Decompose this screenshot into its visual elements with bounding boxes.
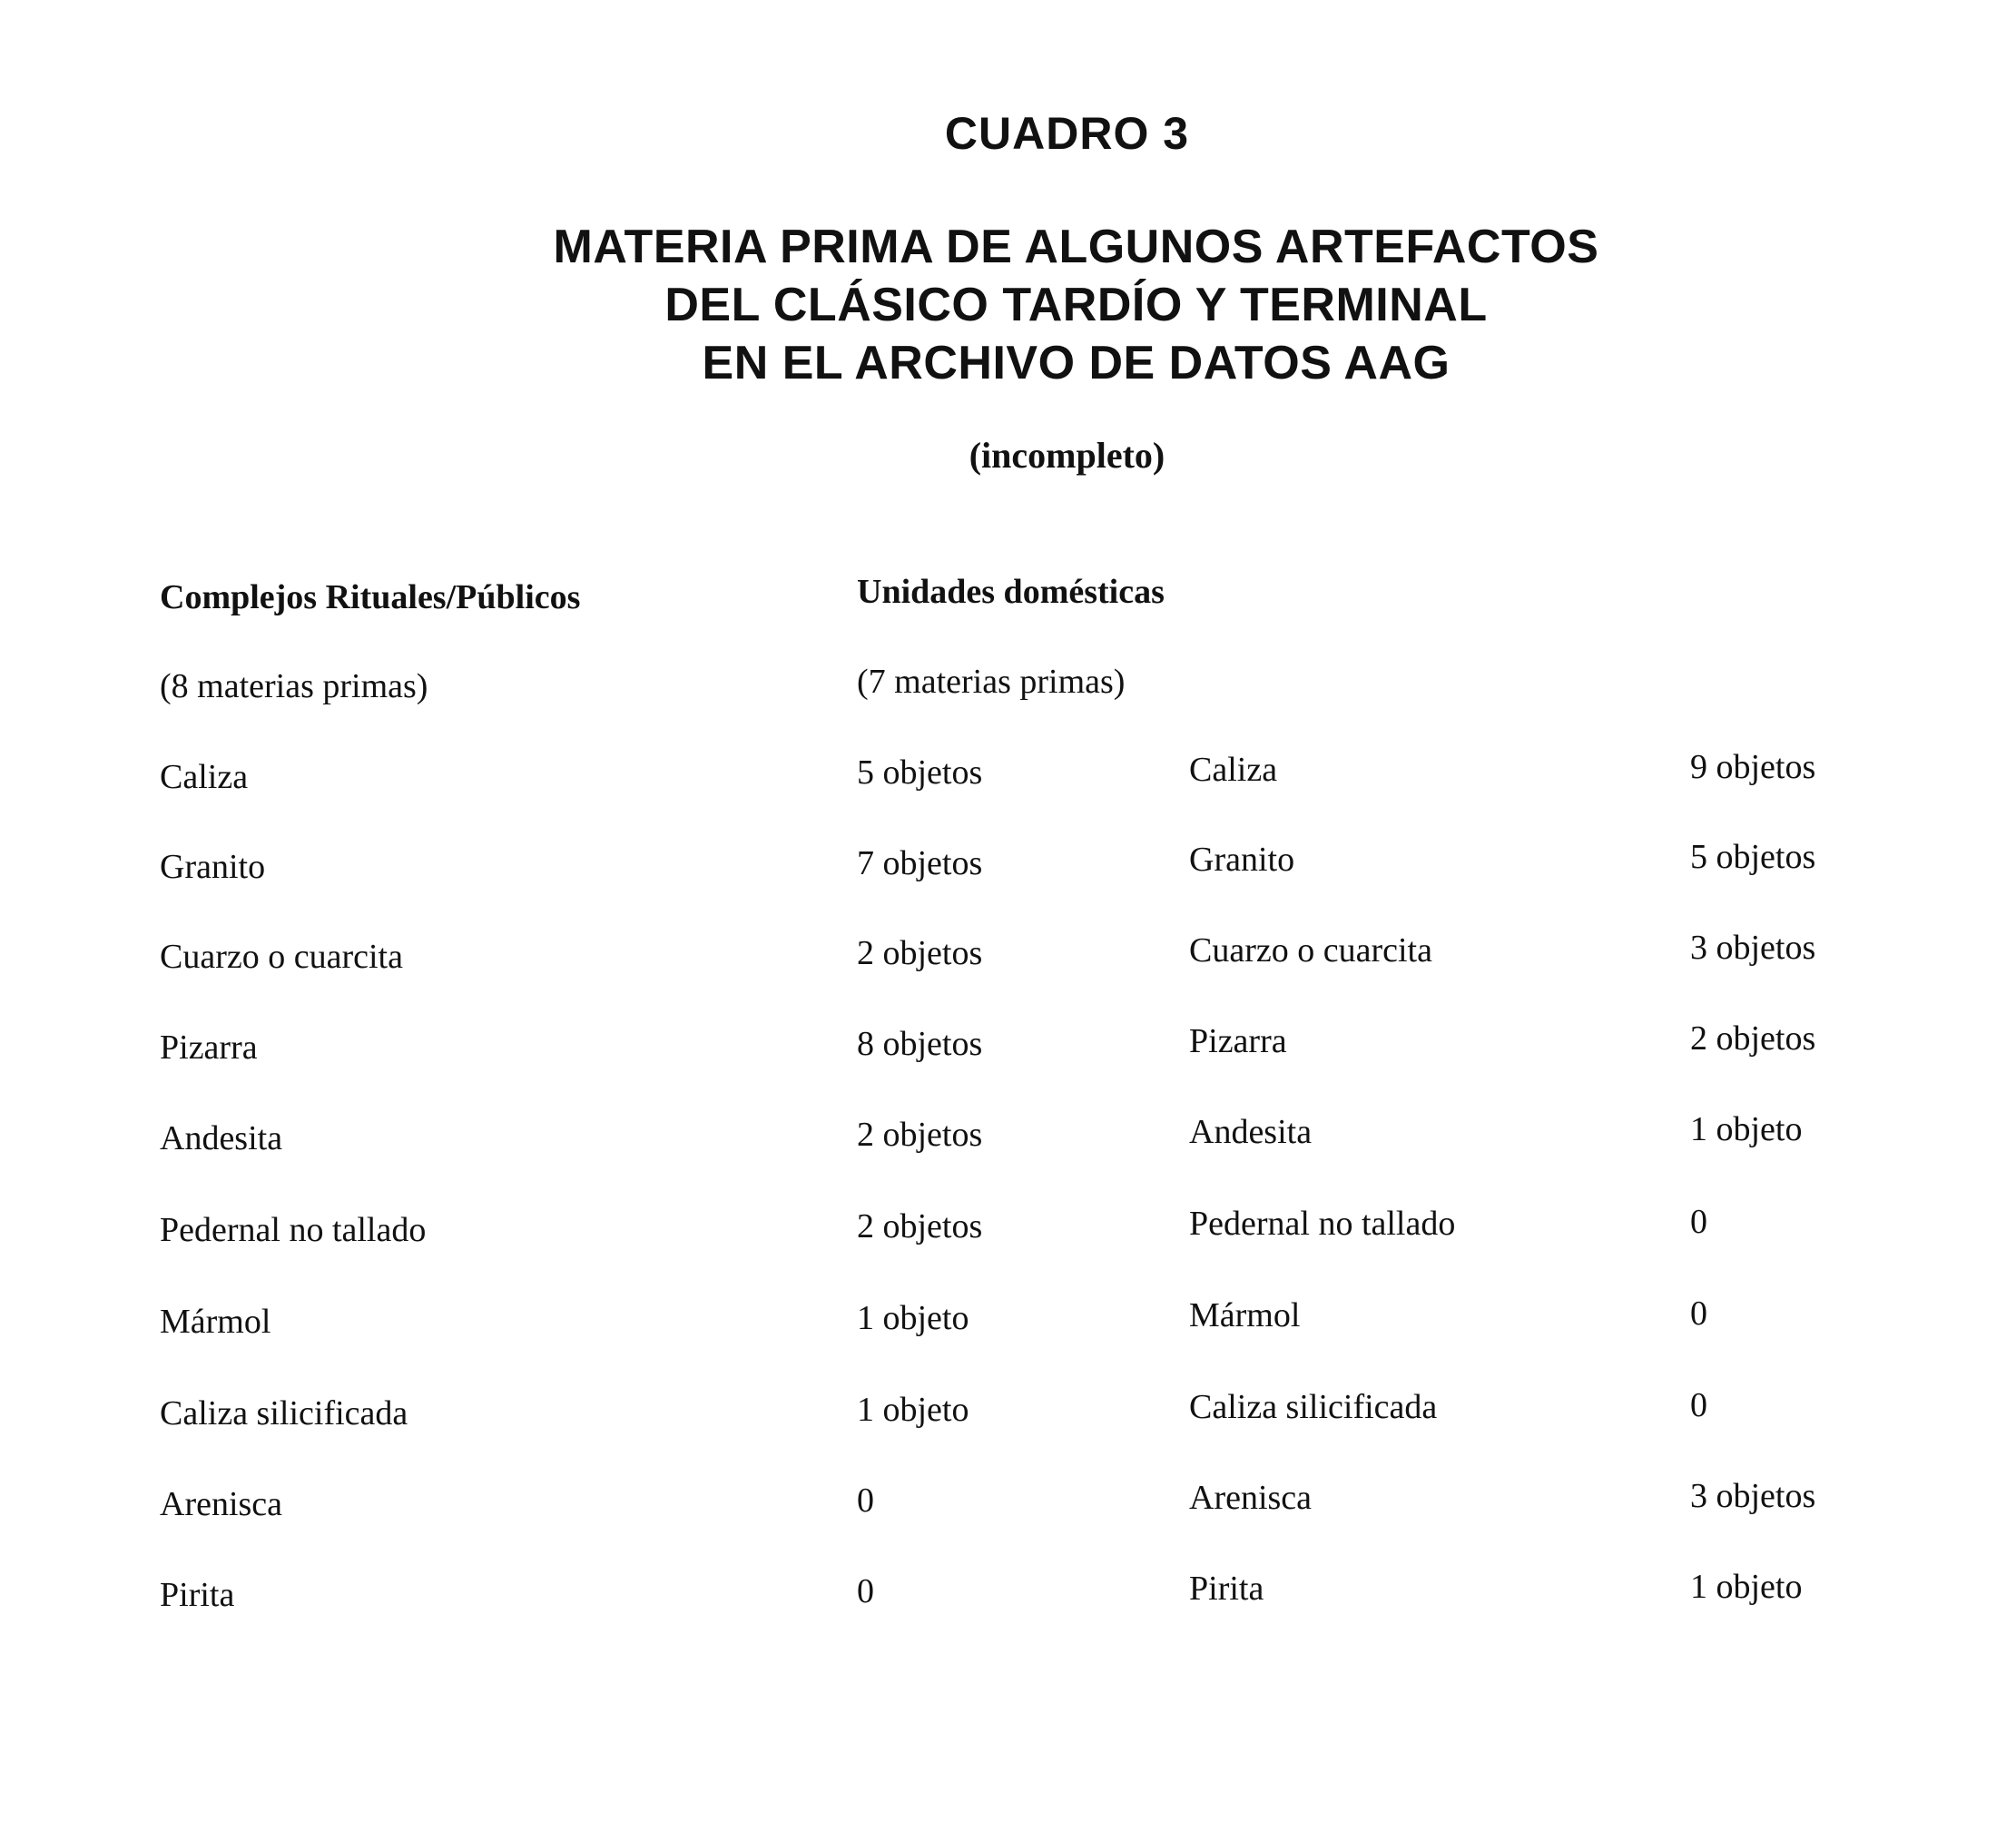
domestic-material: Mármol bbox=[1189, 1296, 1301, 1334]
domestic-material: Caliza silicificada bbox=[1189, 1388, 1438, 1426]
title-line: MATERIA PRIMA DE ALGUNOS ARTEFACTOS bbox=[553, 221, 1599, 273]
column-subheading-ritual: (8 materias primas) bbox=[160, 667, 428, 705]
ritual-material: Pedernal no tallado bbox=[160, 1211, 427, 1249]
domestic-count: 0 bbox=[1690, 1294, 1707, 1333]
domestic-count: 3 objetos bbox=[1690, 929, 1816, 967]
domestic-material: Pizarra bbox=[1189, 1022, 1287, 1060]
domestic-material: Cuarzo o cuarcita bbox=[1189, 931, 1432, 970]
ritual-count: 0 bbox=[857, 1572, 874, 1610]
table-number: CUADRO 3 bbox=[944, 108, 1190, 159]
ritual-material: Mármol bbox=[160, 1303, 271, 1341]
ritual-count: 2 objetos bbox=[857, 1207, 983, 1245]
domestic-count: 5 objetos bbox=[1690, 838, 1816, 876]
domestic-count: 1 objeto bbox=[1690, 1568, 1803, 1606]
domestic-material: Arenisca bbox=[1189, 1479, 1313, 1517]
title-line: DEL CLÁSICO TARDÍO Y TERMINAL bbox=[664, 279, 1488, 331]
column-subheading-domestic: (7 materias primas) bbox=[857, 663, 1126, 701]
ritual-count: 5 objetos bbox=[857, 753, 983, 792]
domestic-material: Pedernal no tallado bbox=[1189, 1205, 1456, 1243]
ritual-material: Pizarra bbox=[160, 1029, 258, 1067]
ritual-count: 7 objetos bbox=[857, 844, 983, 882]
domestic-material: Pirita bbox=[1189, 1570, 1264, 1608]
domestic-count: 0 bbox=[1690, 1203, 1707, 1241]
subtitle: (incompleto) bbox=[969, 435, 1165, 476]
domestic-material: Andesita bbox=[1189, 1113, 1313, 1151]
domestic-count: 1 objeto bbox=[1690, 1110, 1803, 1148]
ritual-count: 8 objetos bbox=[857, 1025, 983, 1063]
column-heading-ritual: Complejos Rituales/Públicos bbox=[160, 578, 581, 616]
ritual-count: 0 bbox=[857, 1482, 874, 1520]
title-line: EN EL ARCHIVO DE DATOS AAG bbox=[702, 337, 1451, 389]
ritual-material: Andesita bbox=[160, 1119, 283, 1157]
ritual-count: 2 objetos bbox=[857, 1116, 983, 1154]
ritual-count: 1 objeto bbox=[857, 1391, 969, 1429]
domestic-count: 2 objetos bbox=[1690, 1019, 1816, 1058]
domestic-count: 0 bbox=[1690, 1386, 1707, 1424]
ritual-material: Cuarzo o cuarcita bbox=[160, 938, 403, 976]
document-title bbox=[0, 218, 2016, 392]
domestic-material: Granito bbox=[1189, 841, 1295, 879]
domestic-material: Caliza bbox=[1189, 751, 1278, 789]
ritual-count: 1 objeto bbox=[857, 1299, 969, 1337]
ritual-material: Pirita bbox=[160, 1576, 235, 1614]
domestic-count: 3 objetos bbox=[1690, 1477, 1816, 1515]
ritual-count: 2 objetos bbox=[857, 934, 983, 972]
ritual-material: Arenisca bbox=[160, 1485, 283, 1523]
ritual-material: Caliza bbox=[160, 758, 249, 796]
column-heading-domestic: Unidades domésticas bbox=[857, 573, 1165, 611]
ritual-material: Granito bbox=[160, 848, 266, 886]
ritual-material: Caliza silicificada bbox=[160, 1394, 408, 1432]
domestic-count: 9 objetos bbox=[1690, 748, 1816, 786]
